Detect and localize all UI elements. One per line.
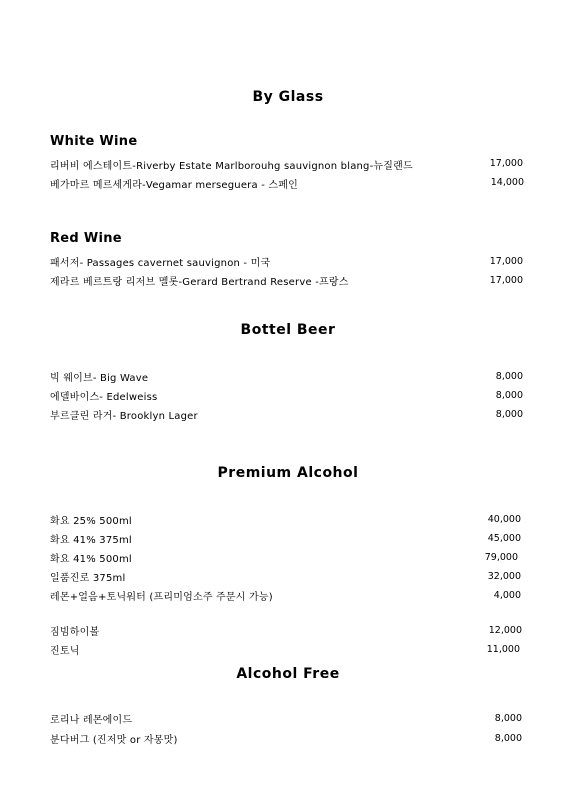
menu-item-name: 진토닉: [50, 646, 80, 657]
menu-item-price: 14,000: [490, 177, 524, 188]
menu-item-price: 11,000: [486, 644, 520, 655]
menu-item-price: 45,000: [487, 533, 521, 544]
menu-item-price: 40,000: [487, 514, 521, 525]
menu-item-name: 화요 25% 500ml: [50, 516, 132, 527]
heading-by-glass: By Glass: [252, 89, 324, 105]
menu-item-price: 17,000: [489, 158, 523, 169]
heading-alcohol-free: Alcohol Free: [236, 666, 340, 682]
menu-item-price: 79,000: [484, 552, 518, 563]
heading-premium-alcohol: Premium Alcohol: [217, 465, 359, 481]
menu-item-price: 12,000: [488, 625, 522, 636]
menu-item-price: 8,000: [495, 371, 523, 382]
menu-item-price: 8,000: [495, 409, 523, 420]
menu-item-name: 화요 41% 375ml: [50, 535, 132, 546]
menu-item-name: 부르클린 라거- Brooklyn Lager: [50, 411, 198, 422]
menu-item-name: 에델바이스- Edelweiss: [50, 392, 158, 403]
menu-item-name: 베가마르 메르세게라-Vegamar merseguera - 스페인: [50, 180, 298, 191]
menu-item-price: 4,000: [493, 590, 521, 601]
menu-item-name: 빅 웨이브- Big Wave: [50, 373, 149, 384]
menu-item-name: 로리나 레몬에이드: [50, 715, 133, 726]
menu-item-price: 17,000: [489, 256, 523, 267]
menu-item-name: 짐빔하이볼: [50, 627, 100, 638]
menu-item-price: 8,000: [494, 733, 522, 744]
menu-item-price: 17,000: [489, 275, 523, 286]
subheading-red-wine: Red Wine: [50, 231, 122, 246]
subheading-white-wine: White Wine: [50, 134, 138, 149]
menu-item-price: 32,000: [487, 571, 521, 582]
menu-item-name: 리버비 에스테이트-Riverby Estate Marlborouhg sauvignon blang-뉴질랜드: [50, 161, 413, 172]
menu-item-price: 8,000: [495, 390, 523, 401]
menu-item-name: 제라르 베르트랑 리저브 멜롯-Gerard Bertrand Reserve -프랑스: [50, 277, 349, 288]
menu-item-name: 일품진로 375ml: [50, 573, 126, 584]
menu-item-name: 레몬+얼음+토닉워터 (프리미엄소주 주문시 가능): [50, 592, 273, 603]
menu-item-name: 분다버그 (진저맛 or 자몽맛): [50, 735, 178, 746]
menu-item-name: 패서저- Passages cavernet sauvignon - 미국: [50, 258, 271, 269]
heading-bottle-beer: Bottel Beer: [240, 322, 336, 338]
menu-item-name: 화요 41% 500ml: [50, 554, 132, 565]
menu-item-price: 8,000: [494, 713, 522, 724]
